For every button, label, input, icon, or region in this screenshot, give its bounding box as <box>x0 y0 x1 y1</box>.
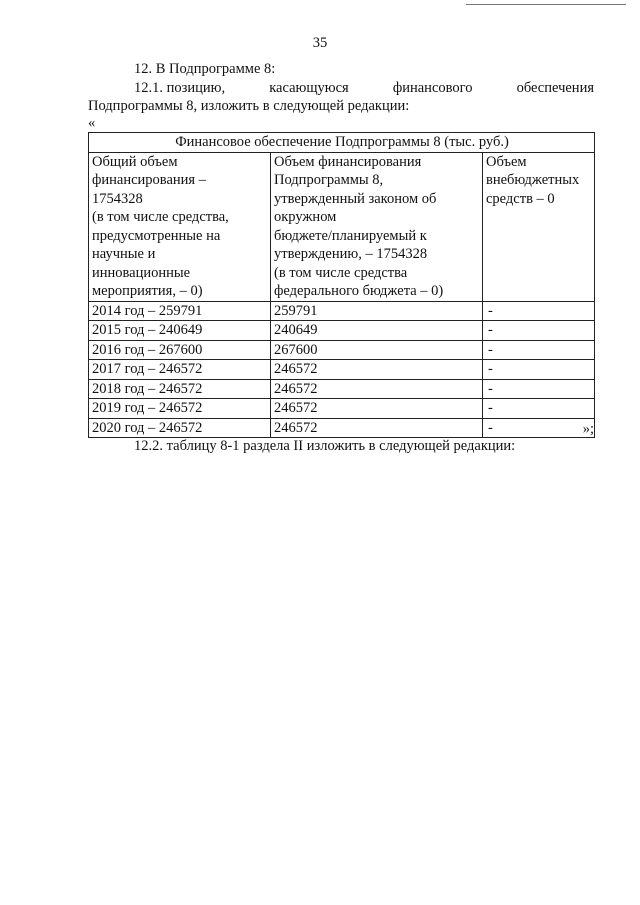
amount-cell: 259791 <box>271 301 483 321</box>
header-line: утвержденный законом об <box>274 190 437 207</box>
table-row <box>89 321 595 341</box>
header-line: Объем <box>486 153 527 170</box>
table-row <box>89 418 595 438</box>
header-line: Объем финансирования <box>274 153 422 170</box>
paragraph-12-1-line1 <box>134 80 594 97</box>
year-cell: 2019 год – 246572 <box>89 399 271 419</box>
extrabudgetary-cell: - <box>483 340 595 360</box>
word: касающуюся <box>269 80 349 96</box>
header-line: средств – 0 <box>486 190 555 207</box>
amount-cell: 246572 <box>271 418 483 438</box>
extrabudgetary-cell: - <box>483 399 595 419</box>
header-line: предусмотренные на <box>92 227 221 244</box>
header-line: (в том числе средства <box>274 264 408 281</box>
header-line: инновационные <box>92 264 191 281</box>
extrabudgetary-cell: - <box>483 301 595 321</box>
header-line: Общий объем <box>92 153 178 170</box>
header-line: окружном <box>274 209 337 225</box>
close-quote: »; <box>582 421 594 437</box>
table-row <box>89 301 595 321</box>
header-line: финансирования – <box>92 172 206 188</box>
header-line: Подпрограммы 8, <box>274 172 384 188</box>
header-line: (в том числе средства, <box>92 209 229 225</box>
section-heading: 12. В Подпрограмме 8: <box>134 61 276 77</box>
table-title: Финансовое обеспечение Подпрограммы 8 (тыс. руб.) <box>89 133 595 153</box>
paragraph-12-1-line2: Подпрограммы 8, изложить в следующей редакции: <box>88 98 410 114</box>
page-number: 35 <box>312 35 328 51</box>
amount-cell: 240649 <box>271 321 483 341</box>
word: 12.1. позицию, <box>134 80 226 96</box>
table-header-row <box>89 152 595 301</box>
paragraph-12-2: 12.2. таблицу 8-1 раздела II изложить в следующей редакции: <box>134 438 516 454</box>
year-cell: 2015 год – 240649 <box>89 321 271 341</box>
amount-cell: 246572 <box>271 399 483 419</box>
header-line: внебюджетных <box>486 172 580 188</box>
year-cell: 2020 год – 246572 <box>89 418 271 438</box>
word: финансового <box>392 80 473 96</box>
header-line: 1754328 <box>92 190 143 207</box>
header-line: бюджете/планируемый к <box>274 227 427 244</box>
year-cell: 2016 год – 267600 <box>89 340 271 360</box>
table-row <box>89 399 595 419</box>
word: обеспечения <box>516 80 594 96</box>
table-row <box>89 360 595 380</box>
header-total-financing <box>89 152 271 301</box>
amount-cell: 246572 <box>271 360 483 380</box>
header-line: утверждению, – 1754328 <box>274 246 428 262</box>
extrabudgetary-cell: - <box>483 360 595 380</box>
top-rule <box>466 4 626 5</box>
extrabudgetary-cell: - <box>483 379 595 399</box>
table-row <box>89 340 595 360</box>
header-line: мероприятия, – 0) <box>92 283 203 299</box>
amount-cell: 246572 <box>271 379 483 399</box>
open-quote: « <box>88 115 96 131</box>
year-cell: 2014 год – 259791 <box>89 301 271 321</box>
header-budget-financing <box>271 152 483 301</box>
amount-cell: 267600 <box>271 340 483 360</box>
year-cell: 2017 год – 246572 <box>89 360 271 380</box>
header-extrabudgetary <box>483 152 595 301</box>
table-row <box>89 379 595 399</box>
extrabudgetary-cell: - <box>483 321 595 341</box>
financing-table <box>88 132 595 438</box>
extrabudgetary-cell: - <box>483 418 595 438</box>
header-line: научные и <box>92 246 156 262</box>
header-line: федерального бюджета – 0) <box>274 283 444 299</box>
table-title-row <box>89 133 595 153</box>
year-cell: 2018 год – 246572 <box>89 379 271 399</box>
